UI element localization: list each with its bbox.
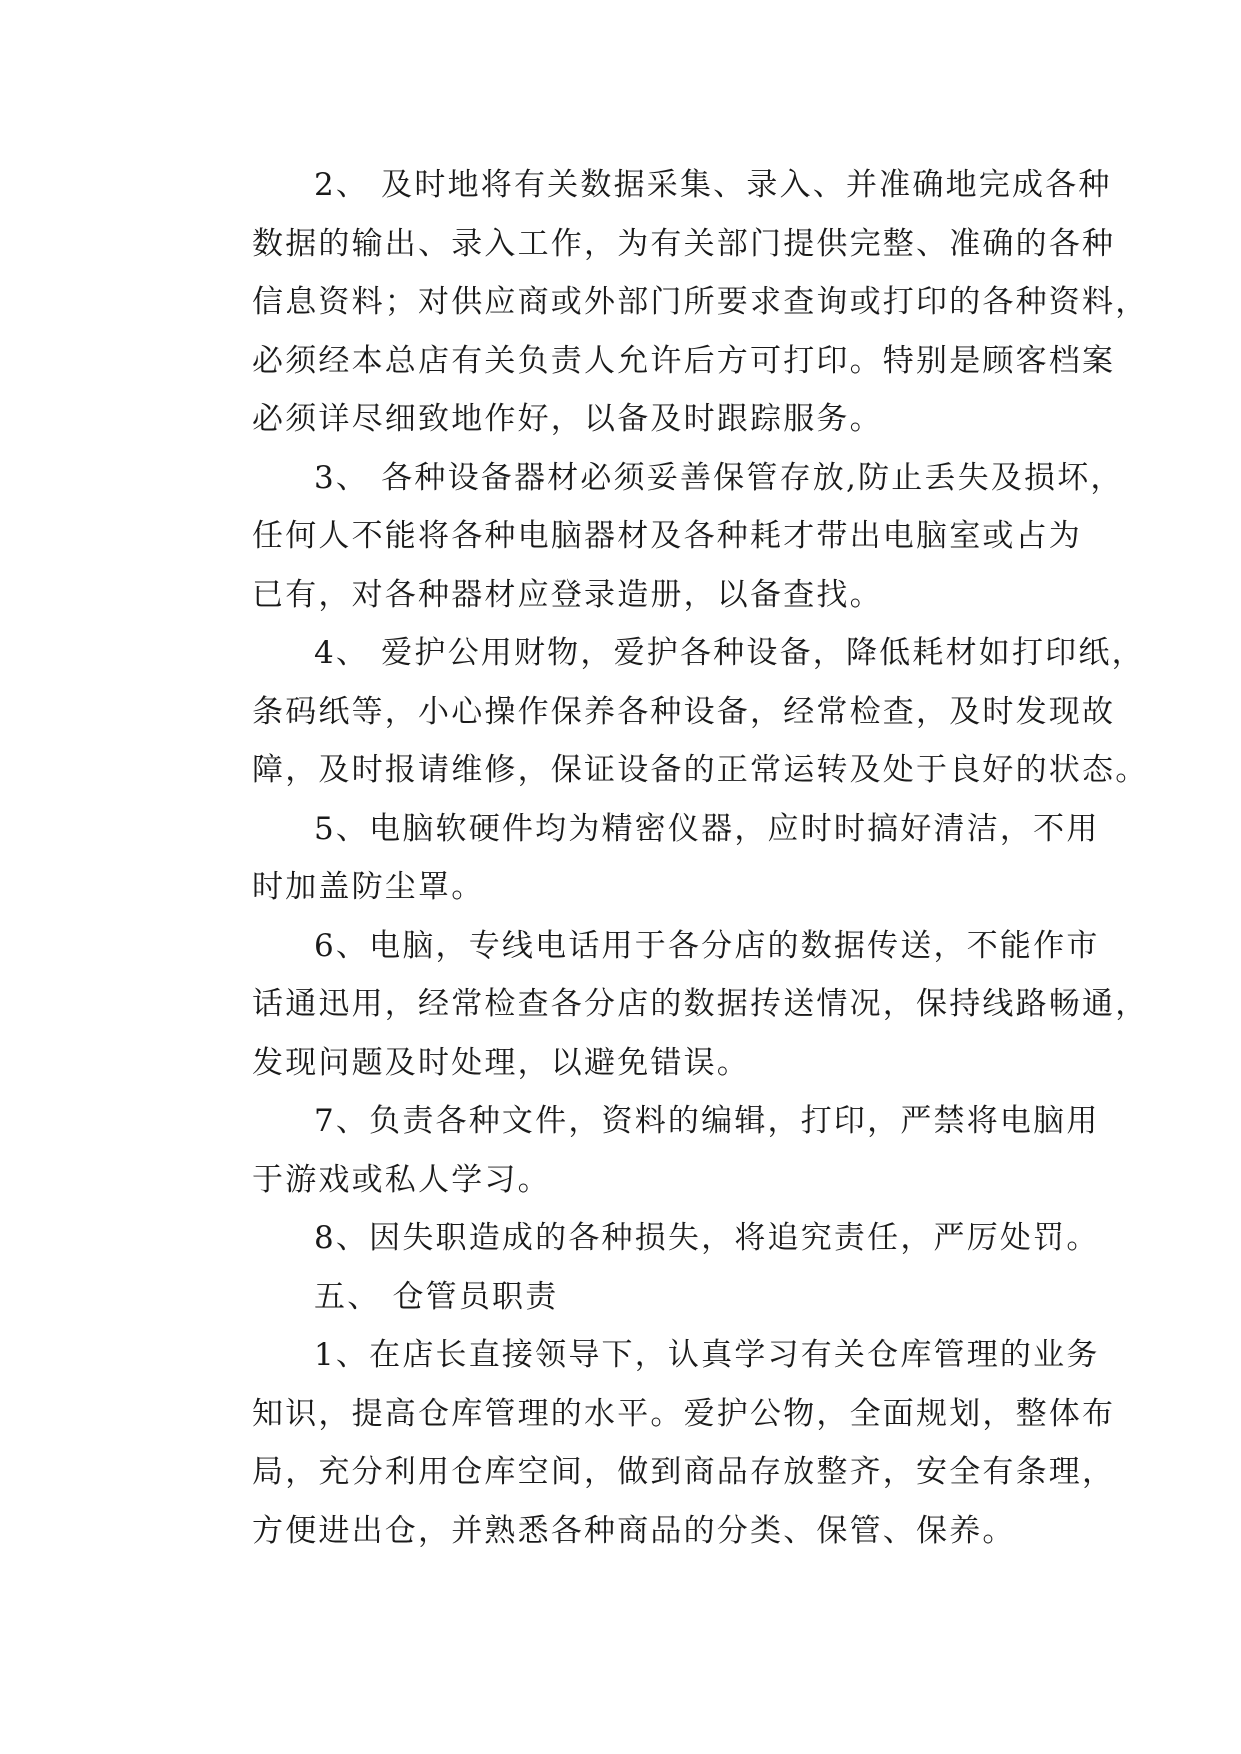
text-line: 7、负责各种文件，资料的编辑，打印，严禁将电脑用 — [314, 1103, 1100, 1139]
text-line: 5、电脑软硬件均为精密仪器，应时时搞好清洁，不用 — [314, 810, 1100, 847]
text-line: 任何人不能将各种电脑器材及各种耗才带出电脑室或占为 — [252, 518, 1082, 554]
section-heading-warehouse-keeper — [190, 1268, 1070, 1327]
paragraph-item-8 — [190, 1209, 1100, 1268]
text-line: 4、 爱护公用财物，爱护各种设备，降低耗材如打印纸， — [314, 635, 1145, 671]
text-line: 局，充分利用仓库空间，做到商品存放整齐，安全有条理， — [252, 1454, 1116, 1490]
text-line: 话通迅用，经常检查各分店的数据抟送情况，保持线路畅通， — [252, 986, 1149, 1022]
text-line: 6、电脑，专线电话用于各分店的数据传送，不能作市 — [314, 927, 1100, 964]
paragraph-item-7 — [190, 1092, 1100, 1209]
text-line: 2、 及时地将有关数据采集、录入、并准确地完成各种 — [314, 167, 1112, 203]
paragraph-item-4 — [190, 624, 1149, 800]
paragraph-item-1 — [190, 1326, 1116, 1560]
text-line: 知识，提高仓库管理的水平。爱护公物，全面规划，整体布 — [252, 1395, 1116, 1432]
text-line: 方便进出仓，并熟悉各种商品的分类、保管、保养。 — [252, 1512, 1016, 1549]
paragraph-item-3 — [190, 449, 1124, 625]
paragraph-item-2 — [190, 156, 1149, 449]
text-line: 信息资料；对供应商或外部门所要求查询或打印的各种资料， — [252, 284, 1149, 320]
text-line: 条码纸等，小心操作保养各种设备，经常检查，及时发现故 — [252, 693, 1116, 730]
document-body — [190, 156, 1149, 1560]
text-line: 1、在店长直接领导下，认真学习有关仓库管理的业务 — [314, 1337, 1100, 1373]
text-line: 已有，对各种器材应登录造册，以备查找。 — [252, 576, 883, 613]
paragraph-item-5 — [190, 800, 1100, 917]
text-line: 于游戏或私人学习。 — [252, 1161, 551, 1198]
text-line: 必须详尽细致地作好，以备及时跟踪服务。 — [252, 401, 883, 437]
section-heading: 五、 仓管员职责 — [314, 1278, 559, 1315]
text-line: 时加盖防尘罩。 — [252, 869, 485, 905]
text-line: 数据的输出、录入工作，为有关部门提供完整、准确的各种 — [252, 225, 1116, 262]
paragraph-item-6 — [190, 917, 1149, 1093]
text-line: 3、 各种设备器材必须妥善保管存放,防止丢失及损坏， — [314, 459, 1124, 496]
text-line: 必须经本总店有关负责人允许后方可打印。特别是顾客档案 — [252, 342, 1116, 379]
text-line: 障，及时报请维修，保证设备的正常运转及处于良好的状态。 — [252, 752, 1149, 788]
text-line: 发现问题及时处理，以避免错误。 — [252, 1044, 750, 1081]
text-line: 8、因失职造成的各种损失，将追究责任，严厉处罚。 — [314, 1220, 1100, 1256]
